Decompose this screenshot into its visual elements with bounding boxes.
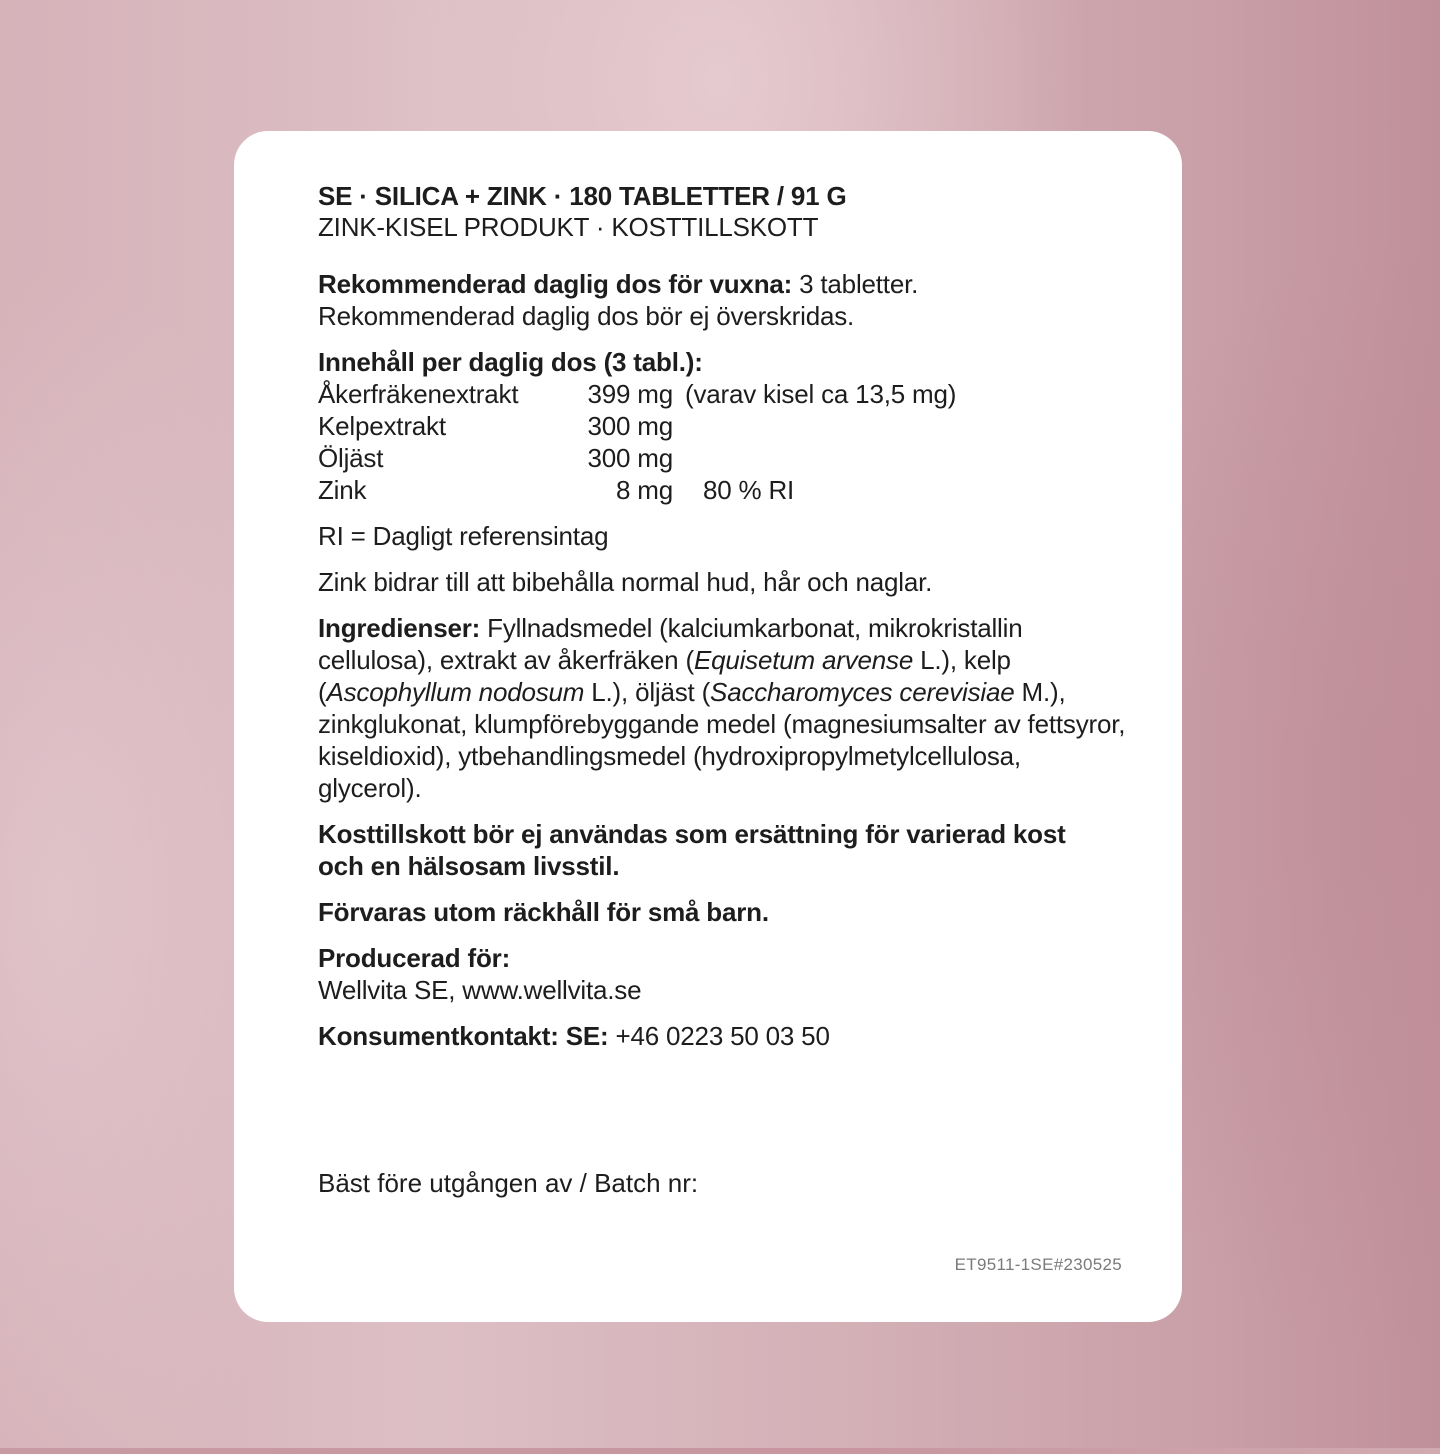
ingredient-extra [673, 410, 956, 442]
product-subtitle: ZINK-KISEL PRODUKT · KOSTTILLSKOTT [318, 212, 819, 242]
latin-name: Equisetum arvense [693, 645, 914, 675]
contact-phone: +46 0223 50 03 50 [608, 1021, 830, 1051]
dosage-section [318, 268, 1138, 332]
product-title: SE · SILICA + ZINK · 180 TABLETTER / 91 G [318, 181, 847, 211]
ingredient-name: Kelpextrakt [318, 411, 446, 441]
contact-label: Konsumentkontakt: SE: [318, 1021, 609, 1051]
ingredients-section [318, 612, 1130, 804]
ingredient-amount: 8 mg [615, 475, 673, 505]
dosage-value: 3 tabletter. [792, 269, 919, 299]
product-code: ET9511-1SE#230525 [954, 1255, 1122, 1274]
ingredients-text: M.), zinkglukonat, klumpförebyggande medel (magnesiumsalter av fettsyror, kiseldioxid), ytbehandlingsmedel (hydroxipropylmetylcellulosa, glycerol). [318, 677, 1126, 803]
latin-name: Ascophyllum nodosum [326, 677, 585, 707]
producer-section [318, 942, 1138, 1006]
ingredient-extra [673, 442, 956, 474]
ingredient-extra: (varav kisel ca 13,5 mg) [685, 379, 957, 409]
ingredient-ri: 80 % RI [703, 475, 795, 505]
supplement-notice: Kosttillskott bör ej användas som ersättning för varierad kost och en hälsosam livsstil. [318, 819, 1066, 881]
ingredient-amount: 399 mg [587, 379, 673, 409]
dosage-label: Rekommenderad daglig dos för vuxna: [318, 269, 793, 299]
label-content [318, 181, 1138, 1066]
health-claim: Zink bidrar till att bibehålla normal hud, hår och naglar. [318, 567, 933, 597]
contact-section [318, 1020, 1138, 1052]
product-label-card [234, 131, 1182, 1322]
ingredient-name: Öljäst [318, 443, 384, 473]
table-row [318, 378, 956, 410]
ingredient-amount: 300 mg [587, 443, 673, 473]
ingredients-text: L.), öljäst ( [584, 677, 711, 707]
dosage-warning: Rekommenderad daglig dos bör ej överskridas. [318, 301, 855, 331]
ingredients-text: L.), kelp ( [318, 645, 1011, 707]
ingredient-name: Åkerfräkenextrakt [318, 379, 519, 409]
table-row [318, 410, 956, 442]
latin-name: Saccharomyces cerevisiae [710, 677, 1015, 707]
storage-warning: Förvaras utom räckhåll för små barn. [318, 897, 769, 927]
ingredients-label: Ingredienser: [318, 613, 481, 643]
producer-label: Producerad för: [318, 943, 511, 973]
best-before-label: Bäst före utgången av / Batch nr: [318, 1168, 699, 1198]
table-row [318, 442, 956, 474]
producer-value: Wellvita SE, www.wellvita.se [318, 975, 642, 1005]
ingredient-name: Zink [318, 475, 367, 505]
bottom-edge [0, 1448, 1440, 1454]
table-row [318, 474, 956, 506]
ingredient-amount: 300 mg [587, 411, 673, 441]
ri-note: RI = Dagligt referensintag [318, 521, 609, 551]
ingredients-text: Fyllnadsmedel (kalciumkarbonat, mikrokristallin cellulosa), extrakt av åkerfräken ( [318, 613, 1023, 675]
contents-heading: Innehåll per daglig dos (3 tabl.): [318, 347, 703, 377]
nutrition-table [318, 378, 956, 506]
